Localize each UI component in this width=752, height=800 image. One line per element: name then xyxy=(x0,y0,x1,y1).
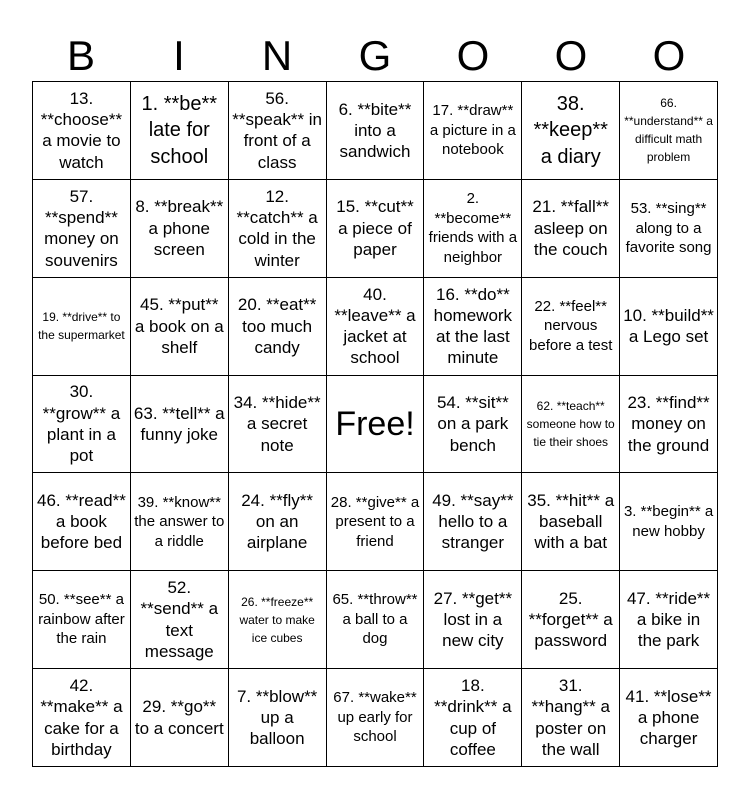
bingo-cell[interactable] xyxy=(131,376,229,474)
bingo-cell[interactable] xyxy=(229,376,327,474)
cell-text: 6. **bite** into a sandwich xyxy=(338,99,412,162)
cell-text: 57. **spend** money on souvenirs xyxy=(44,186,119,270)
bingo-cell[interactable] xyxy=(327,571,425,669)
cell-text: 21. **fall** asleep on the couch xyxy=(532,197,609,259)
bingo-cell[interactable] xyxy=(620,473,718,571)
bingo-cell[interactable] xyxy=(424,571,522,669)
bingo-cell[interactable] xyxy=(229,571,327,669)
cell-text: 26. **freeze** water to make ice cubes xyxy=(239,594,315,645)
cell-text: 39. **know** the answer to a riddle xyxy=(134,493,225,550)
cell-text: 50. **see** a rainbow after the rain xyxy=(38,591,125,648)
bingo-cell[interactable] xyxy=(131,180,229,278)
bingo-cell[interactable] xyxy=(620,571,718,669)
cell-text: 24. **fly** on an airplane xyxy=(241,490,314,553)
bingo-cell[interactable] xyxy=(33,571,131,669)
cell-text: 41. **lose** a phone charger xyxy=(625,686,712,749)
cell-text: 66. **understand** a difficult math problem xyxy=(624,96,713,165)
bingo-cell[interactable] xyxy=(620,376,718,474)
cell-text: 53. **sing** along to a favorite song xyxy=(625,200,712,257)
bingo-cell[interactable] xyxy=(522,669,620,767)
header-letter: O xyxy=(456,32,490,79)
cell-text: 28. **give** a present to a friend xyxy=(330,493,420,550)
cell-text: 8. **break** a phone screen xyxy=(135,197,224,259)
cell-text: 40. **leave** a jacket at school xyxy=(334,284,416,368)
bingo-cell[interactable] xyxy=(424,278,522,376)
bingo-cell[interactable] xyxy=(620,669,718,767)
cell-text: 15. **cut** a piece of paper xyxy=(336,197,414,259)
bingo-cell[interactable] xyxy=(131,571,229,669)
cell-text: 30. **grow** a plant in a pot xyxy=(42,382,121,466)
cell-text: 56. **speak** in front of a class xyxy=(232,88,323,172)
cell-text: 25. **forget** a password xyxy=(528,588,613,651)
header-letter: I xyxy=(173,32,185,79)
cell-text: 63. **tell** a funny joke xyxy=(133,403,225,444)
cell-text: 45. **put** a book on a shelf xyxy=(134,295,224,357)
bingo-cell[interactable] xyxy=(327,278,425,376)
cell-text: 17. **draw** a picture in a notebook xyxy=(429,102,516,159)
header-letter: G xyxy=(358,32,392,79)
bingo-cell[interactable] xyxy=(229,473,327,571)
bingo-cell[interactable] xyxy=(229,180,327,278)
bingo-cell[interactable] xyxy=(424,669,522,767)
cell-text: 12. **catch** a cold in the winter xyxy=(236,186,318,270)
cell-text: 2. **become** friends with a neighbor xyxy=(428,190,518,266)
cell-text: 67. **wake** up early for school xyxy=(333,689,417,746)
cell-text: 54. **sit** on a park bench xyxy=(436,393,509,455)
bingo-cell[interactable] xyxy=(33,376,131,474)
bingo-header xyxy=(32,28,718,84)
bingo-cell[interactable] xyxy=(424,376,522,474)
bingo-board xyxy=(32,81,718,767)
cell-text: 42. **make** a cake for a birthday xyxy=(40,676,123,759)
cell-text: 22. **feel** nervous before a test xyxy=(529,297,613,354)
bingo-cell[interactable] xyxy=(522,180,620,278)
cell-text: 34. **hide** a secret note xyxy=(233,393,321,455)
cell-text: 49. **say** hello to a stranger xyxy=(432,490,514,553)
bingo-cell[interactable] xyxy=(522,376,620,474)
cell-text: 52. **send** a text message xyxy=(140,578,219,661)
bingo-cell[interactable] xyxy=(327,669,425,767)
bingo-cell[interactable] xyxy=(131,278,229,376)
cell-text: 20. **eat** too much candy xyxy=(237,295,317,357)
cell-text: 19. **drive** to the supermarket xyxy=(38,310,125,343)
cell-text: 3. **begin** a new hobby xyxy=(623,503,714,540)
cell-text: 18. **drink** a cup of coffee xyxy=(434,676,512,759)
bingo-cell[interactable] xyxy=(424,180,522,278)
bingo-cell[interactable] xyxy=(131,669,229,767)
bingo-cell[interactable] xyxy=(229,82,327,180)
bingo-cell[interactable] xyxy=(327,180,425,278)
cell-text: 10. **build** a Lego set xyxy=(623,305,714,347)
bingo-cell[interactable] xyxy=(522,82,620,180)
bingo-cell[interactable] xyxy=(229,278,327,376)
bingo-cell[interactable] xyxy=(522,278,620,376)
header-letter: O xyxy=(652,32,686,79)
bingo-cell[interactable] xyxy=(424,473,522,571)
header-letter: N xyxy=(261,32,293,79)
bingo-cell[interactable] xyxy=(131,473,229,571)
bingo-cell[interactable] xyxy=(33,669,131,767)
bingo-cell[interactable] xyxy=(620,82,718,180)
bingo-cell[interactable] xyxy=(33,180,131,278)
header-letter: O xyxy=(554,32,588,79)
bingo-cell[interactable] xyxy=(620,278,718,376)
bingo-cell[interactable] xyxy=(522,571,620,669)
cell-text: 65. **throw** a ball to a dog xyxy=(332,591,418,648)
bingo-cell[interactable] xyxy=(327,82,425,180)
bingo-cell[interactable] xyxy=(131,82,229,180)
cell-text: 29. **go** to a concert xyxy=(134,697,224,738)
bingo-cell[interactable] xyxy=(620,180,718,278)
bingo-cell[interactable] xyxy=(327,473,425,571)
bingo-cell[interactable] xyxy=(33,473,131,571)
bingo-cell[interactable] xyxy=(33,278,131,376)
cell-text: 47. **ride** a bike in the park xyxy=(626,588,711,651)
cell-text: 7. **blow** up a balloon xyxy=(236,686,318,749)
cell-text: 38. **keep** a diary xyxy=(533,92,608,168)
bingo-cell[interactable] xyxy=(229,669,327,767)
cell-text: 62. **teach** someone how to tie their shoes xyxy=(526,398,615,449)
cell-text: 23. **find** money on the ground xyxy=(627,393,710,455)
bingo-cell[interactable] xyxy=(33,82,131,180)
cell-text: 27. **get** lost in a new city xyxy=(433,588,513,651)
cell-text: 31. **hang** a poster on the wall xyxy=(531,676,610,759)
cell-text: 13. **choose** a movie to watch xyxy=(40,88,123,172)
cell-text: 16. **do** homework at the last minute xyxy=(433,284,513,368)
bingo-cell[interactable] xyxy=(522,473,620,571)
bingo-cell[interactable] xyxy=(424,82,522,180)
cell-text: 35. **hit** a baseball with a bat xyxy=(527,490,615,553)
header-letter: B xyxy=(66,32,95,79)
free-space-cell[interactable] xyxy=(327,376,425,474)
cell-text: 46. **read** a book before bed xyxy=(37,490,126,553)
cell-text: 1. **be** late for school xyxy=(141,92,218,168)
cell-text: Free! xyxy=(335,404,415,443)
